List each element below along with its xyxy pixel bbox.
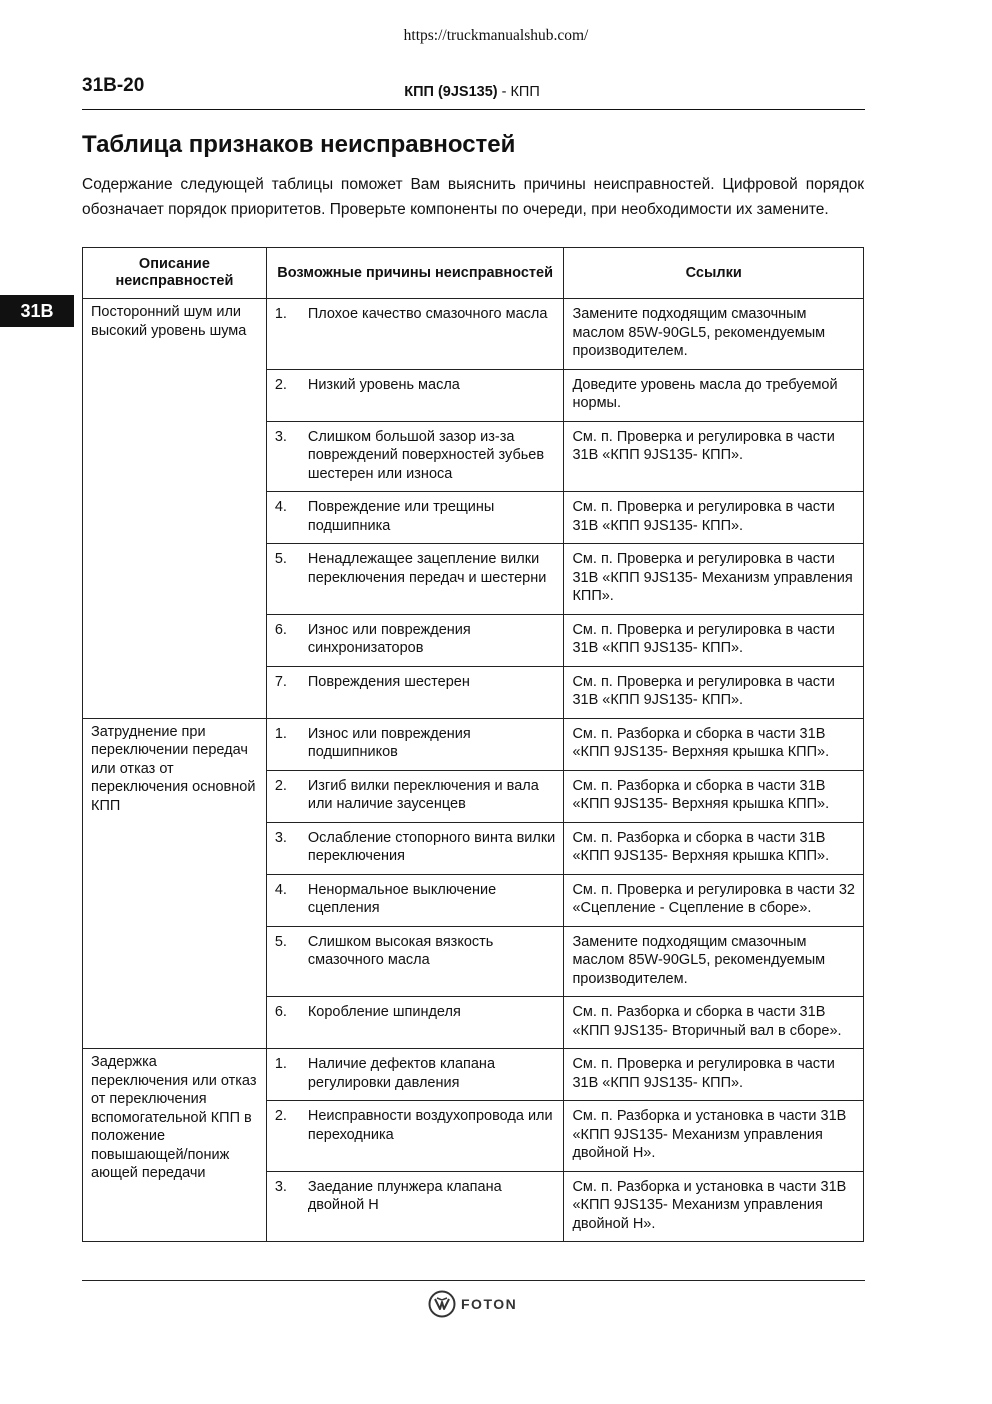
fault-table-body bbox=[83, 299, 864, 1242]
cause-cell bbox=[266, 997, 564, 1049]
reference-cell: См. п. Разборка и сборка в части 31B «КПП 9JS135- Верхняя крышка КПП». bbox=[564, 770, 864, 822]
header-cause: Возможные причины неисправностей bbox=[266, 248, 564, 299]
cause-number: 7. bbox=[274, 673, 287, 690]
cause-text: Наличие дефектов клапана регулировки давления bbox=[307, 1056, 496, 1091]
table-row bbox=[83, 299, 864, 370]
cause-text: Слишком высокая вязкость смазочного масла bbox=[307, 933, 494, 968]
reference-cell: См. п. Проверка и регулировка в части 31B «КПП 9JS135- Механизм управления КПП». bbox=[564, 544, 864, 615]
cause-text: Повреждение или трещины подшипника bbox=[307, 499, 495, 534]
cause-text: Ненормальное выключение сцепления bbox=[307, 881, 497, 916]
cause-cell bbox=[266, 1049, 564, 1101]
source-url: https://truckmanualshub.com/ bbox=[403, 27, 589, 44]
cause-text: Изгиб вилки переключения и вала или наличие заусенцев bbox=[307, 777, 539, 812]
running-title-rest: - КПП bbox=[497, 84, 540, 100]
reference-cell: См. п. Проверка и регулировка в части 31B «КПП 9JS135- КПП». bbox=[564, 492, 864, 544]
header-ref: Ссылки bbox=[564, 248, 864, 299]
cause-number: 3. bbox=[274, 1178, 287, 1195]
reference-cell: См. п. Проверка и регулировка в части 31B «КПП 9JS135- КПП». bbox=[564, 1049, 864, 1101]
cause-text: Износ или повреждения подшипников bbox=[307, 725, 471, 760]
cause-number: 3. bbox=[274, 428, 287, 445]
cause-number: 2. bbox=[274, 777, 287, 794]
cause-number: 5. bbox=[274, 933, 287, 950]
reference-cell: См. п. Разборка и сборка в части 31B «КПП 9JS135- Вторичный вал в сборе». bbox=[564, 997, 864, 1049]
cause-text: Плохое качество смазочного масла bbox=[307, 306, 548, 322]
footer-rule bbox=[82, 1280, 865, 1281]
cause-cell bbox=[266, 718, 564, 770]
symptom-cell: Затруднение при переключении передач или отказ от переключения основной КПП bbox=[83, 718, 267, 1049]
cause-text: Слишком большой зазор из-за повреждений поверхностей зубьев шестерен или износа bbox=[307, 428, 545, 482]
cause-number: 3. bbox=[274, 829, 287, 846]
foton-logo-icon bbox=[428, 1290, 456, 1318]
cause-cell bbox=[266, 544, 564, 615]
cause-cell bbox=[266, 299, 564, 370]
table-row bbox=[83, 718, 864, 770]
cause-number: 4. bbox=[274, 499, 287, 515]
cause-cell bbox=[266, 666, 564, 718]
page-title: Таблица признаков неисправностей bbox=[82, 131, 516, 158]
cause-cell bbox=[266, 1101, 564, 1172]
fault-table bbox=[82, 247, 864, 1242]
cause-number: 4. bbox=[274, 881, 287, 898]
reference-cell: См. п. Разборка и сборка в части 31B «КПП 9JS135- Верхняя крышка КПП». bbox=[564, 822, 864, 874]
section-side-tab: 31B bbox=[0, 295, 74, 327]
cause-cell bbox=[266, 822, 564, 874]
symptom-cell: Задержка переключения или отказ от переключения вспомогательной КПП в положение повышающей/пониж ающей передачи bbox=[83, 1049, 267, 1242]
cause-number: 2. bbox=[274, 1108, 287, 1124]
cause-text: Износ или повреждения синхронизаторов bbox=[307, 621, 471, 656]
cause-number: 2. bbox=[274, 376, 287, 393]
cause-number: 1. bbox=[274, 306, 287, 322]
running-title bbox=[0, 84, 944, 100]
reference-cell: См. п. Проверка и регулировка в части 31B «КПП 9JS135- КПП». bbox=[564, 614, 864, 666]
cause-cell bbox=[266, 1171, 564, 1242]
foton-logo-text: FOTON bbox=[461, 1296, 518, 1312]
cause-cell bbox=[266, 421, 564, 492]
cause-number: 6. bbox=[274, 621, 287, 638]
cause-number: 1. bbox=[274, 1056, 287, 1072]
reference-cell: Доведите уровень масла до требуемой нормы. bbox=[564, 369, 864, 421]
cause-cell bbox=[266, 492, 564, 544]
reference-cell: См. п. Разборка и установка в части 31B «КПП 9JS135- Механизм управления двойной H». bbox=[564, 1171, 864, 1242]
reference-cell: См. п. Проверка и регулировка в части 31B «КПП 9JS135- КПП». bbox=[564, 666, 864, 718]
reference-cell: См. п. Проверка и регулировка в части 32 «Сцепление - Сцепление в сборе». bbox=[564, 874, 864, 926]
header-symptom: Описание неисправностей bbox=[83, 248, 267, 299]
cause-number: 6. bbox=[274, 1004, 287, 1020]
reference-cell: Замените подходящим смазочным маслом 85W-90GL5, рекомендуемым производителем. bbox=[564, 299, 864, 370]
cause-cell bbox=[266, 874, 564, 926]
foton-logo bbox=[428, 1290, 517, 1318]
cause-text: Неисправности воздухопровода или переходника bbox=[307, 1108, 553, 1143]
page-number: 31B-20 bbox=[82, 75, 145, 96]
table-header-row bbox=[83, 248, 864, 299]
cause-cell bbox=[266, 926, 564, 997]
cause-text: Ослабление стопорного винта вилки переключения bbox=[307, 829, 556, 864]
reference-cell: См. п. Разборка и установка в части 31B «КПП 9JS135- Механизм управления двойной H». bbox=[564, 1101, 864, 1172]
reference-cell: Замените подходящим смазочным маслом 85W-90GL5, рекомендуемым производителем. bbox=[564, 926, 864, 997]
cause-text: Коробление шпинделя bbox=[307, 1004, 461, 1020]
running-title-bold: КПП (9JS135) bbox=[404, 84, 498, 100]
cause-text: Повреждения шестерен bbox=[307, 673, 470, 690]
cause-text: Низкий уровень масла bbox=[307, 376, 460, 393]
intro-paragraph: Содержание следующей таблицы поможет Вам выяснить причины неисправностей. Цифровой порядок обозначает порядок приоритетов. Проверьте компоненты по очереди, при необходимости их замените. bbox=[82, 176, 864, 218]
cause-number: 5. bbox=[274, 551, 287, 567]
cause-cell bbox=[266, 369, 564, 421]
cause-text: Ненадлежащее зацепление вилки переключения передач и шестерни bbox=[307, 551, 547, 586]
table-row bbox=[83, 1049, 864, 1101]
cause-number: 1. bbox=[274, 725, 287, 742]
cause-cell bbox=[266, 614, 564, 666]
cause-cell bbox=[266, 770, 564, 822]
cause-text: Заедание плунжера клапана двойной H bbox=[307, 1178, 502, 1213]
header-rule bbox=[82, 109, 865, 110]
reference-cell: См. п. Разборка и сборка в части 31B «КПП 9JS135- Верхняя крышка КПП». bbox=[564, 718, 864, 770]
symptom-cell: Посторонний шум или высокий уровень шума bbox=[83, 299, 267, 719]
reference-cell: См. п. Проверка и регулировка в части 31B «КПП 9JS135- КПП». bbox=[564, 421, 864, 492]
